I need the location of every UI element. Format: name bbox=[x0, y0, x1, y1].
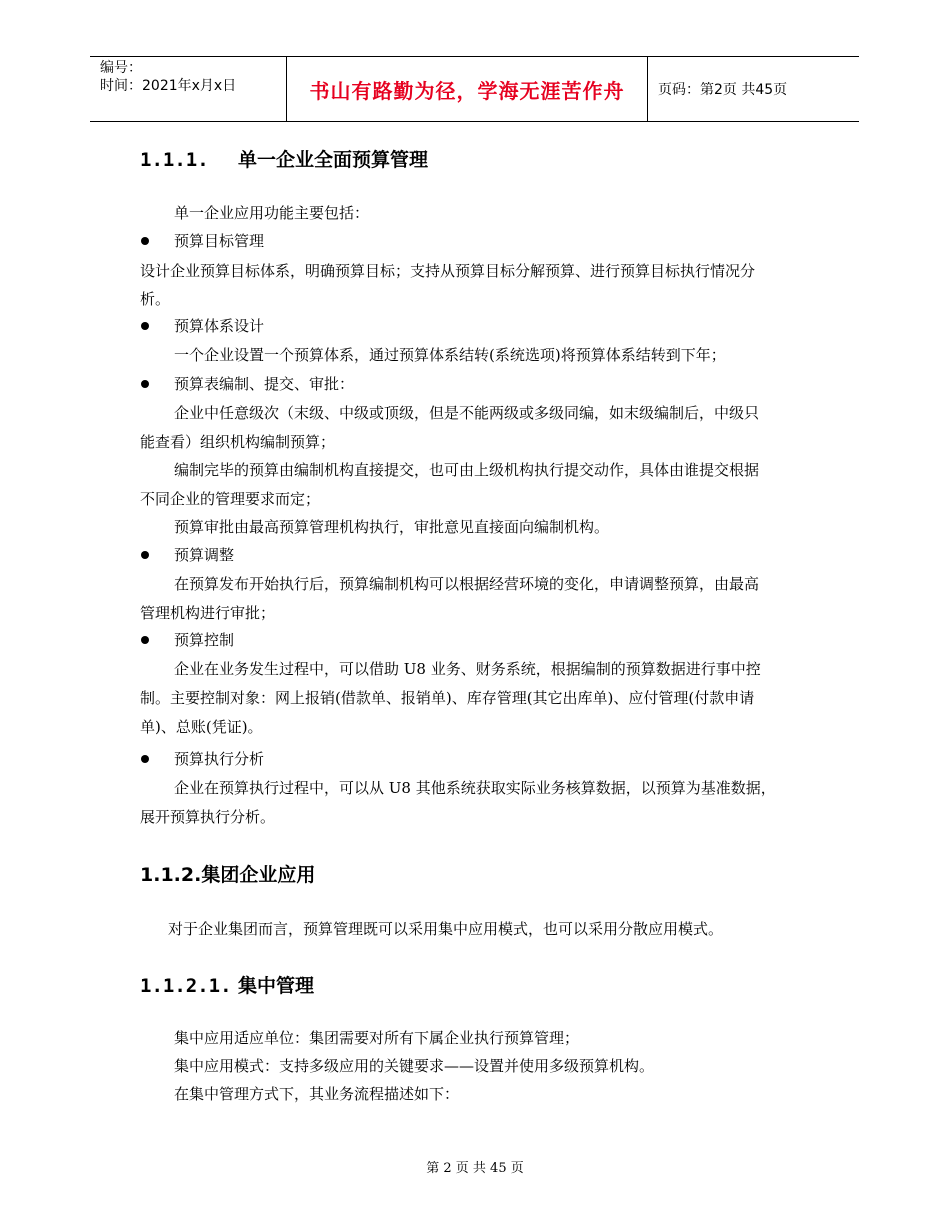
section1-intro: 单一企业应用功能主要包括： bbox=[174, 204, 370, 222]
section2-intro: 对于企业集团而言，预算管理既可以采用集中应用模式，也可以采用分散应用模式。 bbox=[168, 920, 724, 938]
paragraph-line: 一个企业设置一个预算体系，通过预算体系结转(系统选项)将预算体系结转到下年； bbox=[174, 346, 726, 364]
section-heading-1-1-2: 1.1.2.集团企业应用 bbox=[140, 864, 316, 886]
bullet-title-budget-adjust: 预算调整 bbox=[174, 546, 235, 564]
paragraph-line: 设计企业预算目标体系，明确预算目标；支持从预算目标分解预算、进行预算目标执行情况分 bbox=[140, 262, 756, 280]
paragraph-line: 展开预算执行分析。 bbox=[140, 808, 276, 826]
header-left-cell bbox=[90, 57, 286, 121]
bullet-dot bbox=[141, 755, 149, 763]
heading-title: 集中管理 bbox=[238, 975, 315, 997]
paragraph-line: 不同企业的管理要求而定； bbox=[140, 490, 321, 508]
paragraph-line: 制。主要控制对象：网上报销(借款单、报销单)、库存管理(其它出库单)、应付管理(付款申请 bbox=[140, 689, 755, 707]
heading-number: 1.1.1. bbox=[140, 149, 209, 171]
heading-number: 1.1.2.1. bbox=[140, 975, 232, 997]
paragraph-line: 在预算发布开始执行后，预算编制机构可以根据经营环境的变化，申请调整预算，由最高 bbox=[174, 575, 760, 593]
paragraph-line: 析。 bbox=[140, 290, 171, 308]
paragraph-line: 集中应用适应单位：集团需要对所有下属企业执行预算管理； bbox=[174, 1029, 580, 1047]
paragraph-line: 编制完毕的预算由编制机构直接提交，也可由上级机构执行提交动作，具体由谁提交根据 bbox=[174, 461, 760, 479]
section-heading-1-1-1 bbox=[140, 145, 428, 172]
heading-title: 单一企业全面预算管理 bbox=[238, 149, 429, 171]
paragraph-line: 企业中任意级次（末级、中级或顶级，但是不能两级或多级同编，如末级编制后，中级只 bbox=[174, 404, 760, 422]
bullet-dot bbox=[141, 380, 149, 388]
paragraph-line: 在集中管理方式下，其业务流程描述如下： bbox=[174, 1085, 460, 1103]
page-footer: 第 2 页 共 45 页 bbox=[426, 1161, 524, 1176]
section-heading-1-1-2-1 bbox=[140, 971, 314, 998]
bullet-dot bbox=[141, 551, 149, 559]
header-number-label: 编号： bbox=[100, 60, 142, 76]
bullet-title-budget-compile: 预算表编制、提交、审批： bbox=[174, 375, 355, 393]
paragraph-line: 管理机构进行审批； bbox=[140, 604, 276, 622]
paragraph-line: 集中应用模式：支持多级应用的关键要求——设置并使用多级预算机构。 bbox=[174, 1057, 655, 1075]
bullet-dot bbox=[141, 322, 149, 330]
paragraph-line: 企业在业务发生过程中，可以借助 U8 业务、财务系统，根据编制的预算数据进行事中控 bbox=[174, 660, 761, 678]
header-page-info: 页码：第2页 共45页 bbox=[658, 82, 788, 98]
paragraph-line: 企业在预算执行过程中，可以从 U8 其他系统获取实际业务核算数据，以预算为基准数据， bbox=[174, 779, 776, 797]
bullet-title-budget-analysis: 预算执行分析 bbox=[174, 750, 265, 768]
paragraph-line: 能查看）组织机构编制预算； bbox=[140, 433, 336, 451]
page-header bbox=[90, 56, 859, 122]
paragraph-line: 单)、总账(凭证)。 bbox=[140, 718, 263, 736]
bullet-title-budget-target: 预算目标管理 bbox=[174, 232, 265, 250]
paragraph-line: 预算审批由最高预算管理机构执行，审批意见直接面向编制机构。 bbox=[174, 518, 610, 536]
bullet-title-budget-system: 预算体系设计 bbox=[174, 317, 265, 335]
bullet-dot bbox=[141, 636, 149, 644]
header-time-label: 时间：2021年x月x日 bbox=[100, 78, 237, 94]
bullet-dot bbox=[141, 237, 149, 245]
header-motto: 书山有路勤为径，学海无涯苦作舟 bbox=[286, 57, 648, 121]
bullet-title-budget-control: 预算控制 bbox=[174, 631, 235, 649]
